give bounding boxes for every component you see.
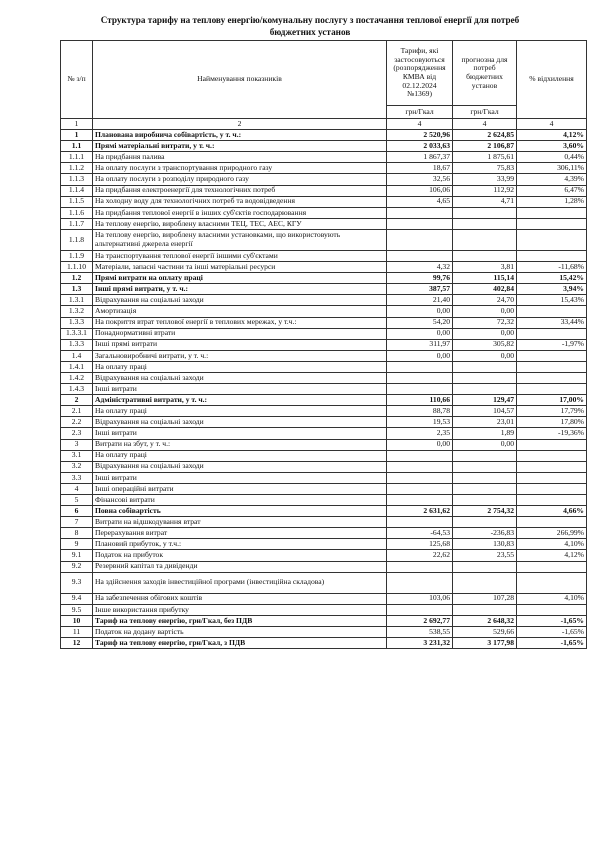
deviation-value: -11,68% <box>517 262 587 273</box>
row-number: 1.1.10 <box>61 262 93 273</box>
row-number: 1.4.3 <box>61 384 93 395</box>
deviation-value <box>517 604 587 615</box>
row-number: 2.3 <box>61 428 93 439</box>
forecast-value: 305,82 <box>453 339 517 350</box>
deviation-value <box>517 517 587 528</box>
header-tariff: Тарифи, які застосовуються (розпорядження КМВА від 02.12.2024 №1369) <box>387 41 453 106</box>
deviation-value: 3,94% <box>517 284 587 295</box>
deviation-value: 0,44% <box>517 152 587 163</box>
index-name: 2 <box>93 119 387 130</box>
table-row <box>61 306 587 317</box>
row-number: 3 <box>61 439 93 450</box>
tariff-value <box>387 207 453 218</box>
header-row <box>61 41 587 106</box>
table-row <box>61 130 587 141</box>
title-line-2: бюджетних установ <box>269 27 351 37</box>
deviation-value <box>517 450 587 461</box>
row-number: 9 <box>61 539 93 550</box>
table-row <box>61 528 587 539</box>
table-row <box>61 539 587 550</box>
tariff-value: 2 631,62 <box>387 506 453 517</box>
deviation-value <box>517 328 587 339</box>
row-number: 4 <box>61 483 93 494</box>
tariff-value: 32,56 <box>387 174 453 185</box>
tariff-value <box>387 561 453 572</box>
tariff-value: 125,68 <box>387 539 453 550</box>
row-label: Амортизація <box>93 306 387 317</box>
row-number: 9.3 <box>61 572 93 593</box>
deviation-value: 4,12% <box>517 130 587 141</box>
deviation-value: -1,97% <box>517 339 587 350</box>
tariff-value: 2,35 <box>387 428 453 439</box>
row-label: Планована виробнича собівартість, у т. ч.: <box>93 130 387 141</box>
tariff-value: -64,53 <box>387 528 453 539</box>
table-row <box>61 218 587 229</box>
row-label: Інше використання прибутку <box>93 604 387 615</box>
table-row <box>61 428 587 439</box>
table-row <box>61 317 587 328</box>
forecast-value <box>453 517 517 528</box>
forecast-value <box>453 384 517 395</box>
table-row <box>61 141 587 152</box>
table-row <box>61 483 587 494</box>
row-label: На придбання теплової енергії в інших суб'єктів господарювання <box>93 207 387 218</box>
index-row <box>61 119 587 130</box>
table-row <box>61 350 587 361</box>
row-number: 2.2 <box>61 417 93 428</box>
forecast-value <box>453 361 517 372</box>
table-row <box>61 273 587 284</box>
unit-forecast: грн/Гкал <box>453 106 517 119</box>
row-number: 1.4 <box>61 350 93 361</box>
row-label: Інші витрати <box>93 472 387 483</box>
tariff-value: 387,57 <box>387 284 453 295</box>
deviation-value <box>517 218 587 229</box>
table-row <box>61 417 587 428</box>
row-label: На транспортування теплової енергії іншими суб'єктами <box>93 250 387 261</box>
forecast-value: 112,92 <box>453 185 517 196</box>
table-row <box>61 550 587 561</box>
row-label: Фінансові витрати <box>93 495 387 506</box>
forecast-value: 3,81 <box>453 262 517 273</box>
row-label: Витрати на збут, у т. ч.: <box>93 439 387 450</box>
tariff-value <box>387 461 453 472</box>
tariff-value: 22,62 <box>387 550 453 561</box>
forecast-value <box>453 561 517 572</box>
deviation-value: 3,60% <box>517 141 587 152</box>
index-pct: 4 <box>517 119 587 130</box>
row-label: Інші прямі витрати <box>93 339 387 350</box>
row-number: 1.3.3 <box>61 339 93 350</box>
forecast-value: 33,99 <box>453 174 517 185</box>
forecast-value: 0,00 <box>453 306 517 317</box>
row-number: 9.5 <box>61 604 93 615</box>
row-label: Тариф на теплову енергію, грн/Гкал, без ПДВ <box>93 615 387 626</box>
tariff-structure-table <box>60 40 587 649</box>
tariff-value: 54,20 <box>387 317 453 328</box>
forecast-value <box>453 218 517 229</box>
tariff-value <box>387 572 453 593</box>
deviation-value: 4,12% <box>517 550 587 561</box>
row-number: 1.1.9 <box>61 250 93 261</box>
table-row <box>61 328 587 339</box>
forecast-value: 4,71 <box>453 196 517 207</box>
row-label: Відрахування на соціальні заходи <box>93 461 387 472</box>
table-row <box>61 439 587 450</box>
row-label: На оплату праці <box>93 361 387 372</box>
deviation-value <box>517 229 587 250</box>
table-row <box>61 450 587 461</box>
row-number: 9.4 <box>61 593 93 604</box>
row-number: 1.3.3.1 <box>61 328 93 339</box>
tariff-value: 2 692,77 <box>387 615 453 626</box>
table-row <box>61 163 587 174</box>
tariff-value <box>387 218 453 229</box>
tariff-value <box>387 483 453 494</box>
deviation-value <box>517 350 587 361</box>
row-number: 1.1.7 <box>61 218 93 229</box>
forecast-value <box>453 250 517 261</box>
tariff-value: 103,06 <box>387 593 453 604</box>
row-number: 7 <box>61 517 93 528</box>
header-pct: % відхилення <box>517 41 587 119</box>
row-label: Відрахування на соціальні заходи <box>93 417 387 428</box>
tariff-value: 18,67 <box>387 163 453 174</box>
header-num: № з/п <box>61 41 93 119</box>
row-label: Витрати на відшкодування втрат <box>93 517 387 528</box>
index-forecast: 4 <box>453 119 517 130</box>
row-label: Прямі витрати на оплату праці <box>93 273 387 284</box>
row-number: 1 <box>61 130 93 141</box>
row-number: 12 <box>61 638 93 649</box>
row-number: 1.1.6 <box>61 207 93 218</box>
table-row <box>61 626 587 637</box>
index-tariff: 4 <box>387 119 453 130</box>
row-number: 1.2 <box>61 273 93 284</box>
row-label: Плановий прибуток, у т.ч.: <box>93 539 387 550</box>
table-row <box>61 461 587 472</box>
deviation-value: 15,42% <box>517 273 587 284</box>
tariff-value: 0,00 <box>387 350 453 361</box>
table-row <box>61 615 587 626</box>
row-label: Тариф на теплову енергію, грн/Гкал, з ПДВ <box>93 638 387 649</box>
deviation-value: 17,79% <box>517 406 587 417</box>
table-row <box>61 593 587 604</box>
tariff-value: 3 231,32 <box>387 638 453 649</box>
tariff-value <box>387 361 453 372</box>
table-row <box>61 262 587 273</box>
deviation-value <box>517 384 587 395</box>
table-row <box>61 284 587 295</box>
tariff-value: 2 033,63 <box>387 141 453 152</box>
row-number: 1.3 <box>61 284 93 295</box>
table-row <box>61 495 587 506</box>
row-label: Матеріали, запасні частини та інші матеріальні ресурси <box>93 262 387 273</box>
deviation-value: 17,00% <box>517 395 587 406</box>
deviation-value <box>517 306 587 317</box>
row-number: 2 <box>61 395 93 406</box>
unit-tariff: грн/Гкал <box>387 106 453 119</box>
forecast-value: 24,70 <box>453 295 517 306</box>
forecast-value <box>453 483 517 494</box>
row-label: Понаднормативні втрати <box>93 328 387 339</box>
tariff-value: 311,97 <box>387 339 453 350</box>
table-row <box>61 196 587 207</box>
forecast-value: 0,00 <box>453 328 517 339</box>
forecast-value <box>453 372 517 383</box>
table-row <box>61 250 587 261</box>
forecast-value: 0,00 <box>453 439 517 450</box>
header-name: Найменування показників <box>93 41 387 119</box>
forecast-value <box>453 572 517 593</box>
tariff-value: 99,76 <box>387 273 453 284</box>
tariff-value <box>387 229 453 250</box>
row-number: 6 <box>61 506 93 517</box>
tariff-value <box>387 472 453 483</box>
row-number: 1.1.1 <box>61 152 93 163</box>
row-label: Адміністративні витрати, у т. ч.: <box>93 395 387 406</box>
tariff-value: 19,53 <box>387 417 453 428</box>
deviation-value <box>517 207 587 218</box>
row-number: 1.1.5 <box>61 196 93 207</box>
forecast-value: 104,57 <box>453 406 517 417</box>
forecast-value <box>453 604 517 615</box>
row-number: 1.3.3 <box>61 317 93 328</box>
forecast-value: 2 106,87 <box>453 141 517 152</box>
row-label: На оплату послуги з розподілу природного газу <box>93 174 387 185</box>
row-label: На придбання електроенергії для технологічних потреб <box>93 185 387 196</box>
forecast-value: 107,28 <box>453 593 517 604</box>
deviation-value: -1,65% <box>517 638 587 649</box>
forecast-value: 0,00 <box>453 350 517 361</box>
deviation-value <box>517 572 587 593</box>
row-label: На оплату праці <box>93 450 387 461</box>
tariff-value: 0,00 <box>387 306 453 317</box>
deviation-value: 17,80% <box>517 417 587 428</box>
row-label: На теплову енергію, вироблену власними установками, що використовують альтернативні джерела енергії <box>93 229 387 250</box>
table-row <box>61 174 587 185</box>
row-label: Податок на додану вартість <box>93 626 387 637</box>
table-row <box>61 295 587 306</box>
row-number: 3.3 <box>61 472 93 483</box>
row-number: 9.2 <box>61 561 93 572</box>
table-row <box>61 384 587 395</box>
deviation-value: -1,65% <box>517 626 587 637</box>
forecast-value: 130,83 <box>453 539 517 550</box>
row-label: На оплату послуги з транспортування природного газу <box>93 163 387 174</box>
row-label: На придбання палива <box>93 152 387 163</box>
index-num: 1 <box>61 119 93 130</box>
header-forecast: прогнозна для потреб бюджетних установ <box>453 41 517 106</box>
forecast-value <box>453 461 517 472</box>
tariff-value <box>387 250 453 261</box>
row-number: 2.1 <box>61 406 93 417</box>
table-row <box>61 395 587 406</box>
row-number: 5 <box>61 495 93 506</box>
forecast-value <box>453 229 517 250</box>
row-label: Повна собівартість <box>93 506 387 517</box>
row-label: На покриття втрат теплової енергії в теплових мережах, у т.ч.: <box>93 317 387 328</box>
forecast-value: 72,32 <box>453 317 517 328</box>
table-row <box>61 472 587 483</box>
deviation-value: 15,43% <box>517 295 587 306</box>
row-label: Інші витрати <box>93 428 387 439</box>
tariff-value <box>387 450 453 461</box>
tariff-value <box>387 372 453 383</box>
row-number: 1.3.1 <box>61 295 93 306</box>
table-row <box>61 506 587 517</box>
row-number: 1.1.4 <box>61 185 93 196</box>
deviation-value: 306,11% <box>517 163 587 174</box>
deviation-value: 4,10% <box>517 593 587 604</box>
table-row <box>61 638 587 649</box>
table-row <box>61 361 587 372</box>
deviation-value: 33,44% <box>517 317 587 328</box>
row-number: 1.1 <box>61 141 93 152</box>
table-row <box>61 229 587 250</box>
deviation-value <box>517 495 587 506</box>
forecast-value: 115,14 <box>453 273 517 284</box>
tariff-value: 4,32 <box>387 262 453 273</box>
tariff-value: 0,00 <box>387 439 453 450</box>
row-number: 1.4.1 <box>61 361 93 372</box>
forecast-value: 2 624,85 <box>453 130 517 141</box>
tariff-value: 106,06 <box>387 185 453 196</box>
row-number: 11 <box>61 626 93 637</box>
row-label: Податок на прибуток <box>93 550 387 561</box>
deviation-value <box>517 372 587 383</box>
table-row <box>61 604 587 615</box>
row-label: Резервний капітал та дивіденди <box>93 561 387 572</box>
table-row <box>61 339 587 350</box>
table-row <box>61 152 587 163</box>
table-row <box>61 207 587 218</box>
deviation-value: 6,47% <box>517 185 587 196</box>
tariff-value <box>387 495 453 506</box>
forecast-value: 2 648,32 <box>453 615 517 626</box>
forecast-value: 23,01 <box>453 417 517 428</box>
row-label: На холодну воду для технологічних потреб та водовідведення <box>93 196 387 207</box>
forecast-value: 402,84 <box>453 284 517 295</box>
row-label: Відрахування на соціальні заходи <box>93 295 387 306</box>
row-number: 8 <box>61 528 93 539</box>
tariff-value <box>387 517 453 528</box>
forecast-value: -236,83 <box>453 528 517 539</box>
tariff-value <box>387 604 453 615</box>
document-title <box>60 14 560 38</box>
forecast-value: 23,55 <box>453 550 517 561</box>
deviation-value: 4,66% <box>517 506 587 517</box>
row-number: 3.2 <box>61 461 93 472</box>
row-label: На забезпечення обігових коштів <box>93 593 387 604</box>
row-number: 10 <box>61 615 93 626</box>
tariff-value: 0,00 <box>387 328 453 339</box>
table-row <box>61 517 587 528</box>
title-line-1: Структура тарифу на теплову енергію/комунальну послугу з постачання теплової енергії для потреб <box>100 15 520 25</box>
row-number: 1.1.8 <box>61 229 93 250</box>
row-label: На теплову енергію, вироблену власними ТЕЦ, ТЕС, АЕС, КГУ <box>93 218 387 229</box>
forecast-value: 129,47 <box>453 395 517 406</box>
tariff-value: 21,40 <box>387 295 453 306</box>
table-row <box>61 372 587 383</box>
row-label: Інші операційні витрати <box>93 483 387 494</box>
forecast-value: 1 875,61 <box>453 152 517 163</box>
deviation-value: 266,99% <box>517 528 587 539</box>
deviation-value <box>517 250 587 261</box>
deviation-value <box>517 461 587 472</box>
row-label: Інші витрати <box>93 384 387 395</box>
row-number: 1.3.2 <box>61 306 93 317</box>
table-row <box>61 406 587 417</box>
row-label: На здійснення заходів інвестиційної програми (інвестиційна складова) <box>93 572 387 593</box>
deviation-value <box>517 439 587 450</box>
row-number: 1.1.2 <box>61 163 93 174</box>
row-label: Загальновиробничі витрати, у т. ч.: <box>93 350 387 361</box>
deviation-value: 4,10% <box>517 539 587 550</box>
tariff-value: 1 867,37 <box>387 152 453 163</box>
tariff-value: 110,66 <box>387 395 453 406</box>
tariff-value: 2 520,96 <box>387 130 453 141</box>
row-number: 1.1.3 <box>61 174 93 185</box>
deviation-value: -1,65% <box>517 615 587 626</box>
tariff-value: 538,55 <box>387 626 453 637</box>
row-label: Прямі матеріальні витрати, у т. ч.: <box>93 141 387 152</box>
deviation-value <box>517 472 587 483</box>
row-label: Перерахування витрат <box>93 528 387 539</box>
forecast-value: 529,66 <box>453 626 517 637</box>
forecast-value: 2 754,32 <box>453 506 517 517</box>
deviation-value <box>517 483 587 494</box>
deviation-value <box>517 561 587 572</box>
deviation-value <box>517 361 587 372</box>
row-label: Відрахування на соціальні заходи <box>93 372 387 383</box>
forecast-value: 75,83 <box>453 163 517 174</box>
table-row <box>61 185 587 196</box>
row-number: 9.1 <box>61 550 93 561</box>
forecast-value <box>453 450 517 461</box>
deviation-value: 1,28% <box>517 196 587 207</box>
forecast-value <box>453 495 517 506</box>
row-number: 1.4.2 <box>61 372 93 383</box>
table-row <box>61 572 587 593</box>
forecast-value: 1,89 <box>453 428 517 439</box>
tariff-value <box>387 384 453 395</box>
deviation-value: 4,39% <box>517 174 587 185</box>
forecast-value <box>453 472 517 483</box>
deviation-value: -19,36% <box>517 428 587 439</box>
forecast-value <box>453 207 517 218</box>
tariff-value: 4,65 <box>387 196 453 207</box>
tariff-value: 88,78 <box>387 406 453 417</box>
row-label: На оплату праці <box>93 406 387 417</box>
row-label: Інші прямі витрати, у т. ч.: <box>93 284 387 295</box>
row-number: 3.1 <box>61 450 93 461</box>
table-row <box>61 561 587 572</box>
forecast-value: 3 177,98 <box>453 638 517 649</box>
